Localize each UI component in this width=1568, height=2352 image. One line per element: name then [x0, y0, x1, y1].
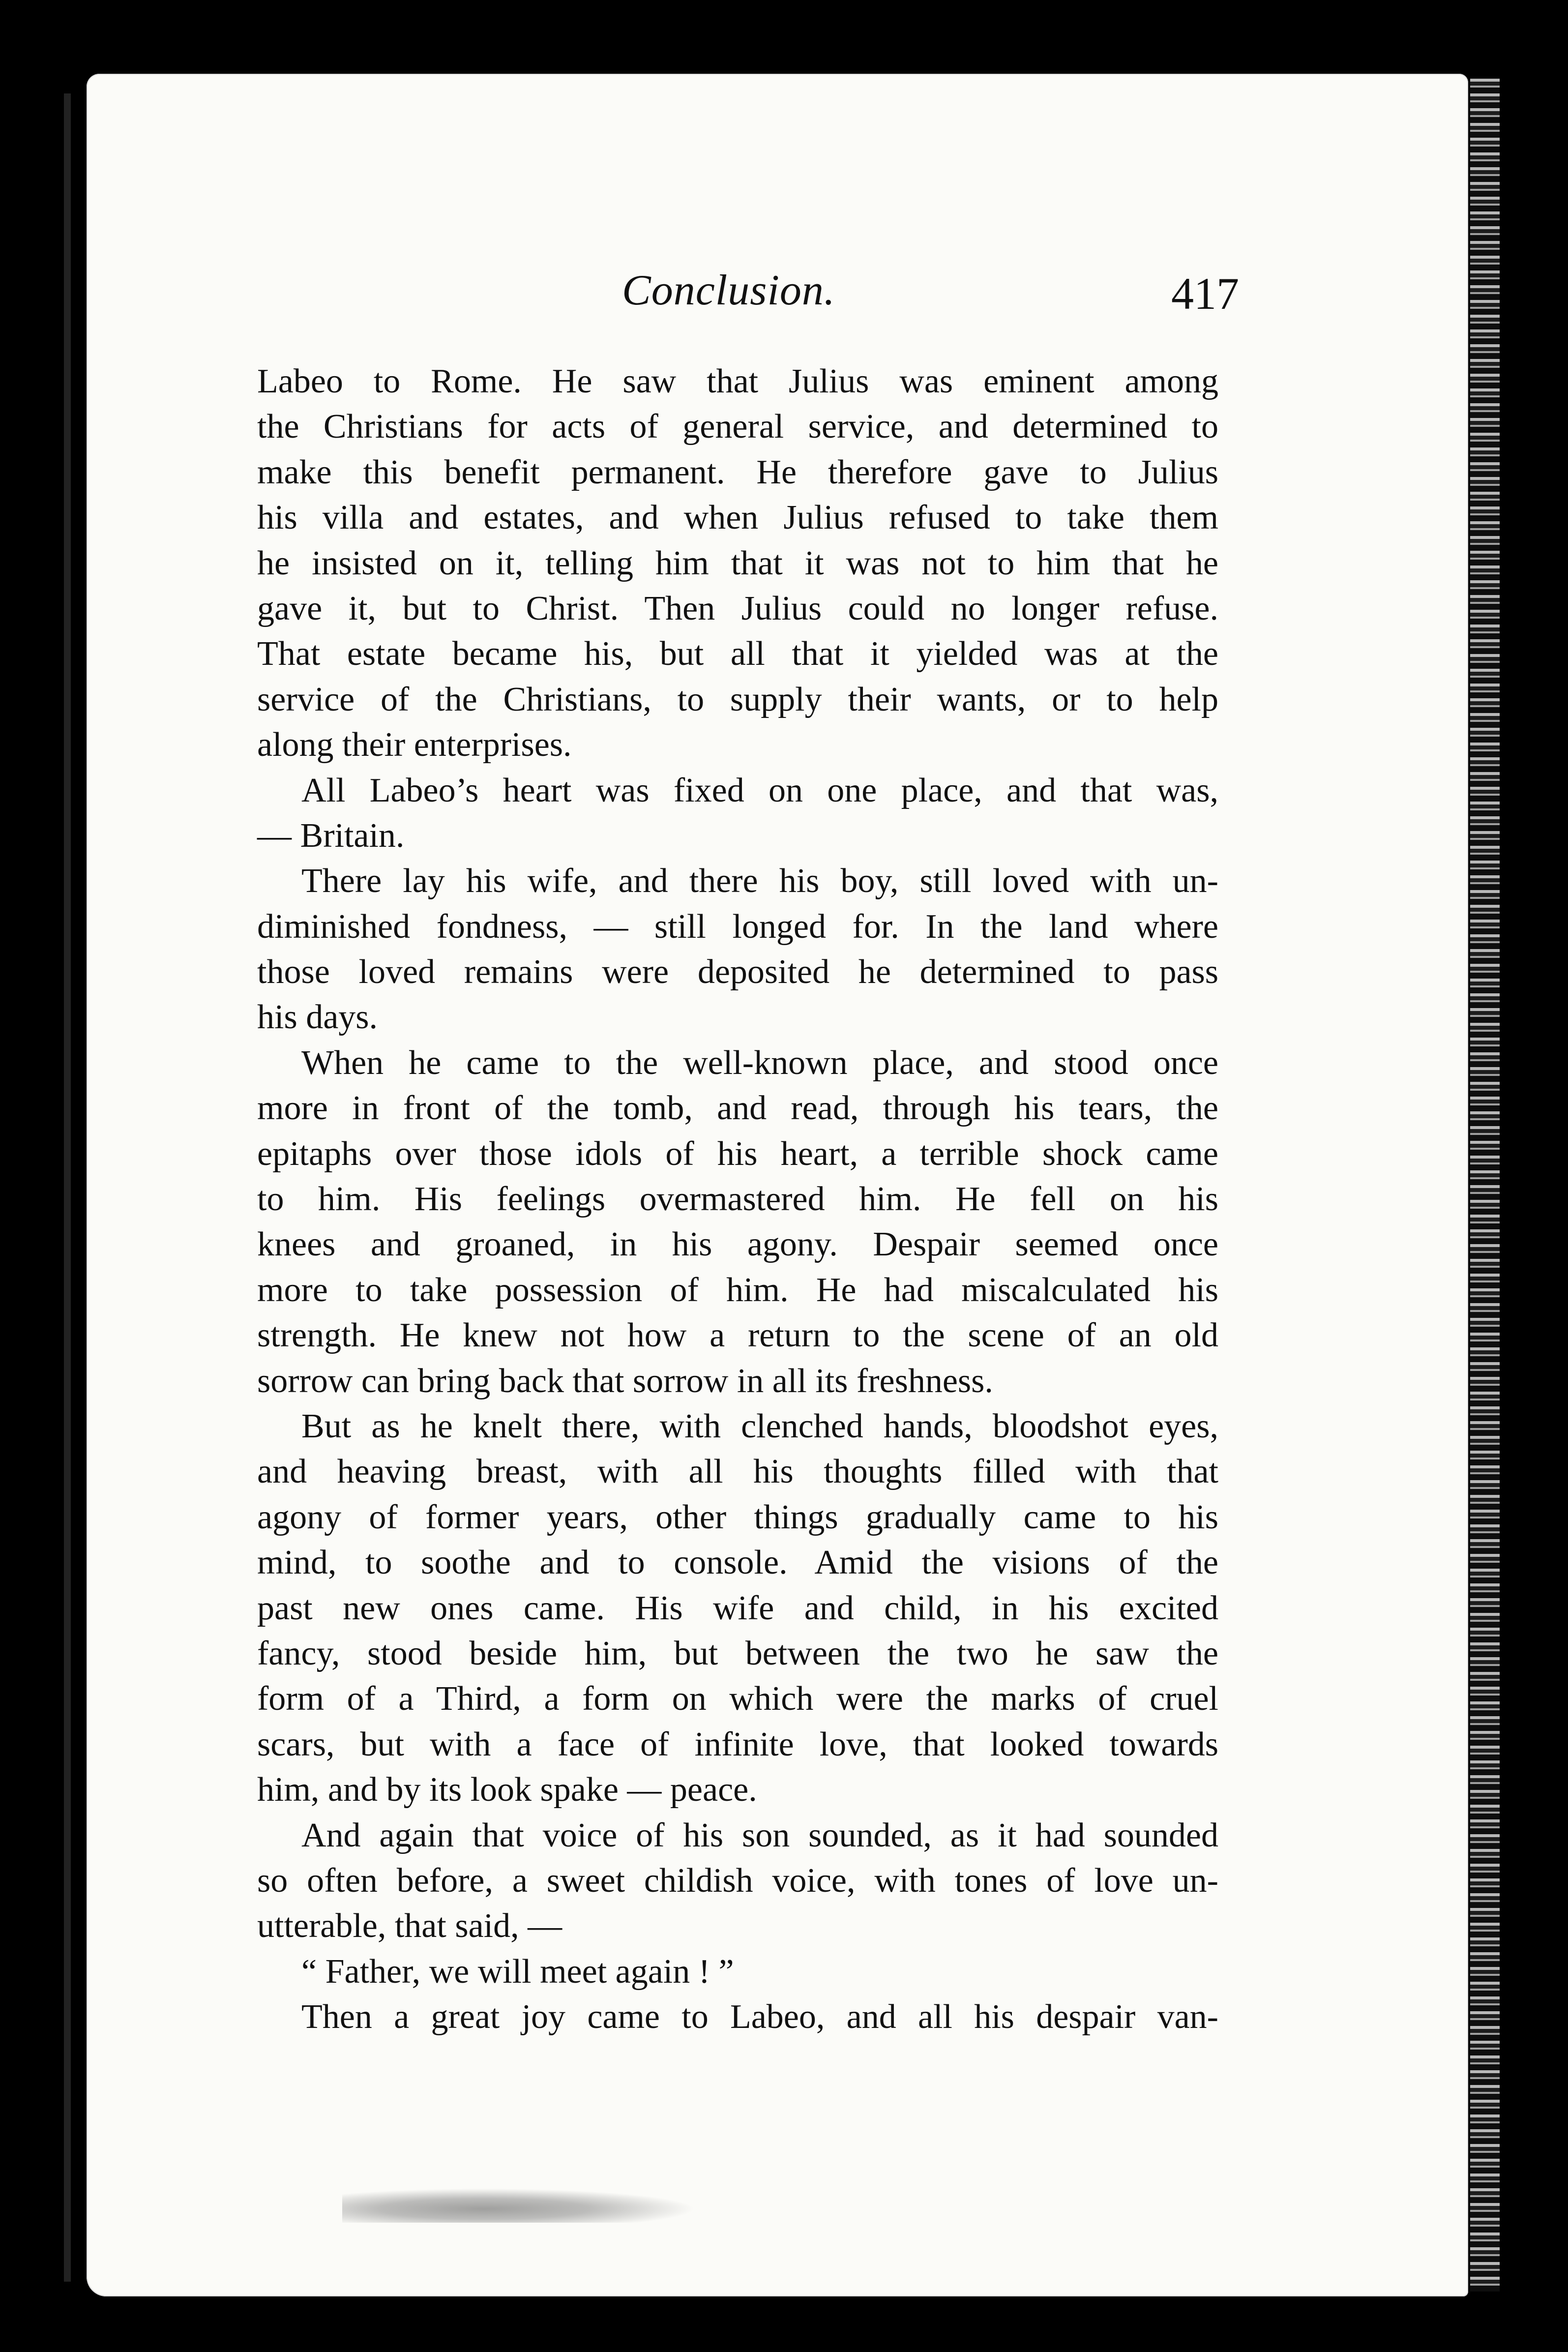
text-line: strength. He knew not how a return to the scene of an old — [257, 1316, 1218, 1355]
text-line: and heaving breast, with all his thoughts filled with that — [257, 1453, 1218, 1491]
text-line: “ Father, we will meet again ! ” — [301, 1952, 734, 1991]
text-line: fancy, stood beside him, but between the two he saw the — [257, 1634, 1218, 1672]
text-line: diminished fondness, — still longed for. In the land where — [257, 907, 1218, 946]
text-line: form of a Third, a form on which were the marks of cruel — [257, 1680, 1218, 1718]
text-line: knees and groaned, in his agony. Despair seemed once — [257, 1225, 1218, 1264]
text-line: to him. His feelings overmastered him. He fell on his — [257, 1180, 1218, 1219]
text-line: Labeo to Rome. He saw that Julius was eminent among — [257, 362, 1218, 400]
text-line: When he came to the well-known place, and stood once — [301, 1043, 1218, 1082]
running-title: Conclusion. — [622, 267, 835, 314]
text-line: him, and by its look spake — peace. — [257, 1771, 757, 1809]
body-text — [257, 359, 1218, 2040]
paragraph — [257, 1813, 1218, 1949]
text-line: past new ones came. His wife and child, in his excited — [257, 1589, 1218, 1627]
text-line: gave it, but to Christ. Then Julius could no longer refuse. — [257, 589, 1218, 627]
text-line: utterable, that said, — — [257, 1907, 562, 1945]
page-stain — [342, 2188, 696, 2223]
text-line: service of the Christians, to supply their wants, or to help — [257, 680, 1218, 718]
text-line: But as he knelt there, with clenched hands, bloodshot eyes, — [301, 1407, 1218, 1445]
text-line: — Britain. — [257, 816, 405, 855]
text-line: the Christians for acts of general service, and determined to — [257, 408, 1218, 446]
text-line: his days. — [257, 998, 378, 1037]
text-line: make this benefit permanent. He therefore gave to Julius — [257, 453, 1218, 491]
text-line: mind, to soothe and to console. Amid the visions of the — [257, 1544, 1218, 1582]
text-line: agony of former years, other things gradually came to his — [257, 1498, 1218, 1536]
page-number: 417 — [1171, 268, 1239, 319]
text-line: And again that voice of his son sounded, as it had sounded — [301, 1816, 1218, 1854]
text-line: There lay his wife, and there his boy, still loved with un- — [301, 862, 1218, 900]
text-line: Then a great joy came to Labeo, and all his despair van- — [301, 1998, 1218, 2036]
page-header — [256, 256, 1239, 334]
page-edge-shadow — [64, 93, 71, 2282]
text-line: his villa and estates, and when Julius refused to take them — [257, 499, 1218, 537]
text-line: more in front of the tomb, and read, through his tears, the — [257, 1089, 1218, 1128]
paragraph — [257, 1404, 1218, 1813]
paragraph — [257, 1949, 1218, 1995]
text-line: sorrow can bring back that sorrow in all its freshness. — [257, 1362, 993, 1400]
text-line: All Labeo’s heart was fixed on one place, and that was, — [301, 771, 1218, 809]
paragraph — [257, 1995, 1218, 2040]
text-line: those loved remains were deposited he determined to pass — [257, 953, 1218, 991]
text-line: That estate became his, but all that it yielded was at the — [257, 635, 1218, 673]
paragraph — [257, 768, 1218, 859]
text-line: more to take possession of him. He had miscalculated his — [257, 1271, 1218, 1309]
text-line: he insisted on it, telling him that it was not to him that he — [257, 544, 1218, 582]
paragraph — [257, 1041, 1218, 1404]
text-line: epitaphs over those idols of his heart, a terrible shock came — [257, 1134, 1218, 1173]
text-line: along their enterprises. — [257, 726, 572, 764]
text-line: so often before, a sweet childish voice, with tones of love un- — [257, 1861, 1218, 1900]
paragraph — [257, 859, 1218, 1041]
text-line: scars, but with a face of infinite love, that looked towards — [257, 1725, 1218, 1763]
page-edge-stack — [1470, 79, 1500, 2292]
paragraph — [257, 359, 1218, 768]
